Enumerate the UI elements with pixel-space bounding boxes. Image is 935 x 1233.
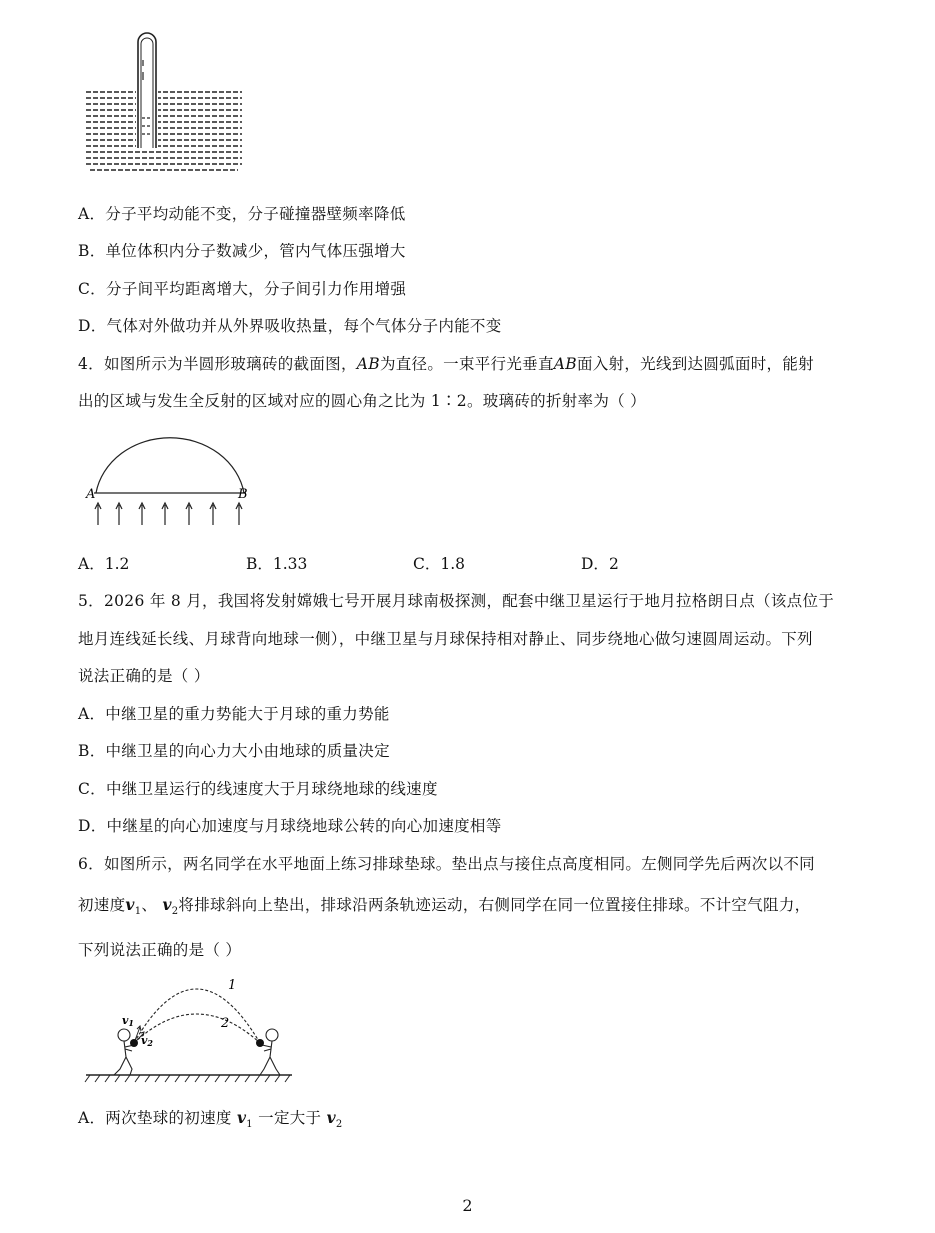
q5-stem-line2: 地月连线延长线、月球背向地球一侧），中继卫星与月球保持相对静止、同步绕地心做匀速圆周运动。下列 [78,630,813,648]
tube-in-liquid-figure [80,30,250,180]
q4-option-c: C．1.8 [413,555,466,573]
trajectory-1-label: 1 [228,978,237,993]
q4-option-b: B．1.33 [246,555,308,573]
q5-option-d: D．中继星的向心加速度与月球绕地球公转的向心加速度相等 [78,817,502,835]
q3-option-d: D．气体对外做功并从外界吸收热量，每个气体分子内能不变 [78,317,502,335]
trajectory-2-label: 2 [221,1016,230,1031]
volleyball-figure [84,965,299,1085]
q3-option-a: A．分子平均动能不变，分子碰撞器壁频率降低 [78,205,406,223]
q4-stem-line1: 4．如图所示为半圆形玻璃砖的截面图，AB为直径。一束平行光垂直AB面入射，光线到达圆弧面时，能射 [78,355,814,373]
v2-label: v2 [141,1034,153,1048]
point-b-label: B [238,487,248,502]
v1-label: v1 [122,1014,134,1028]
q5-option-c: C．中继卫星运行的线速度大于月球绕地球的线速度 [78,780,438,798]
q6-stem-line3: 下列说法正确的是（ ） [78,941,242,959]
q6-option-a: A．两次垫球的初速度 $v_1$ 一定大于 $v_2$ [78,1108,343,1131]
q5-option-a: A．中继卫星的重力势能大于月球的重力势能 [78,705,390,723]
q3-option-c: C．分子间平均距离增大，分子间引力作用增强 [78,280,407,298]
q4-option-d: D．2 [581,555,619,573]
page-number: 2 [462,1196,473,1215]
semicircle-glass-figure [84,425,259,530]
q6-stem-line1: 6．如图所示，两名同学在水平地面上练习排球垫球。垫出点与接住点高度相同。左侧同学先后两次以不同 [78,855,815,873]
q4-stem-line2: 出的区域与发生全反射的区域对应的圆心角之比为 1∶2。玻璃砖的折射率为（ ） [78,392,646,410]
q3-option-b: B．单位体积内分子数减少，管内气体压强增大 [78,242,406,260]
q6-stem-line2: 初速度$v_1$、 $v_2$将排球斜向上垫出，排球沿两条轨迹运动，右侧同学在同一位置接住排球。不计空气阻力， [78,895,811,918]
q5-stem-line3: 说法正确的是（ ） [78,667,210,685]
q4-option-a: A．1.2 [78,555,130,573]
q5-option-b: B．中继卫星的向心力大小由地球的质量决定 [78,742,390,760]
q5-stem-line1: 5．2026 年 8 月，我国将发射嫦娥七号开展月球南极探测，配套中继卫星运行于地月拉格朗日点（该点位于 [78,592,835,610]
point-a-label: A [86,487,96,502]
